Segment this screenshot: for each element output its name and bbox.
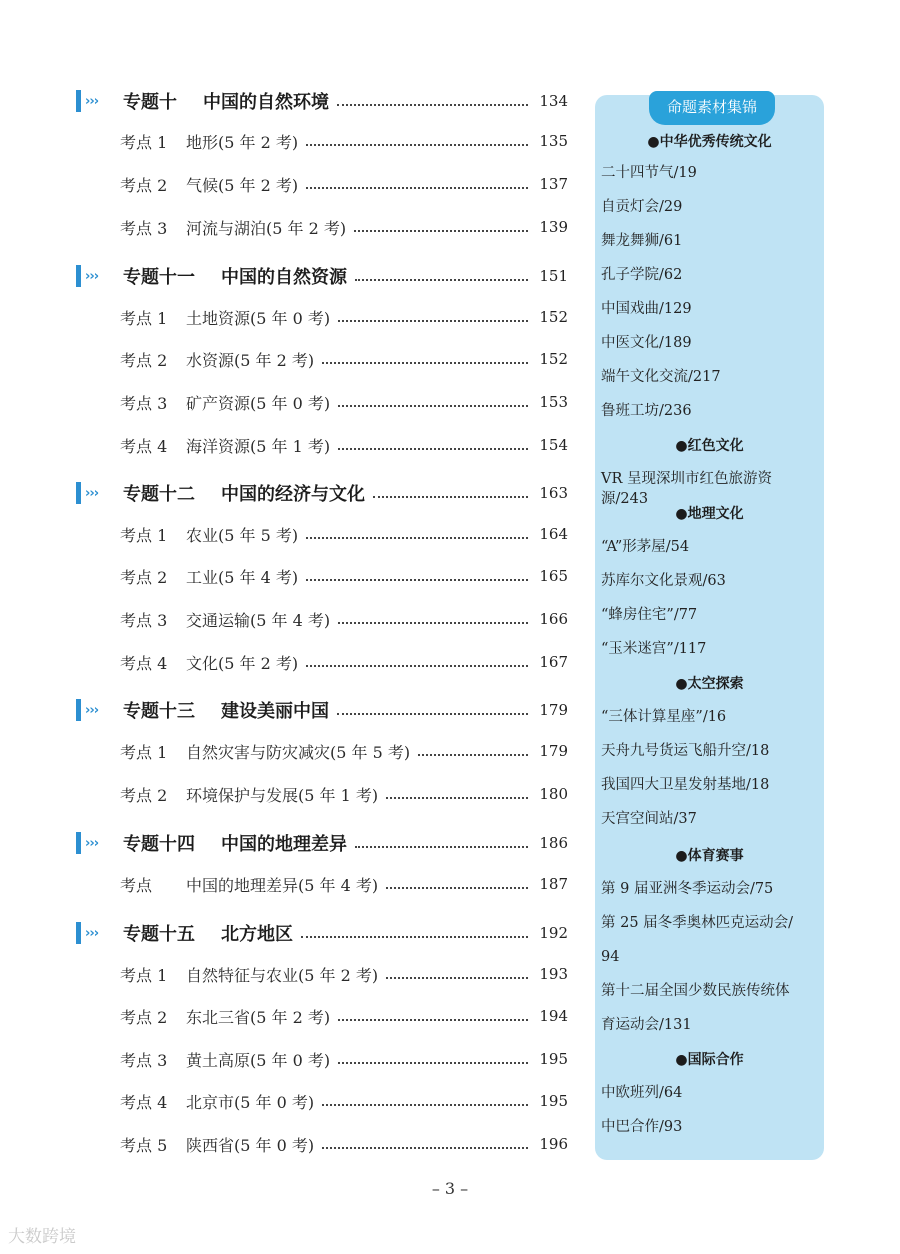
panel-item: “三体计算星座”/16 (601, 709, 727, 725)
panel-item: 中医文化/189 (601, 335, 692, 351)
topic-number: 专题十五 (123, 924, 195, 945)
triple-chevron-icon: ››› (85, 485, 99, 501)
panel-item: 育运动会/131 (601, 1017, 692, 1033)
panel-category: ●红色文化 (675, 438, 744, 454)
point-title: 矿产资源(5 年 0 考) (186, 393, 331, 413)
point-row (120, 1044, 568, 1074)
point-title: 工业(5 年 4 考) (186, 567, 299, 587)
page-ref: 195 (539, 1092, 568, 1110)
point-number: 考点 3 (120, 218, 168, 238)
dot-leader (338, 622, 528, 624)
page-ref: 137 (539, 175, 568, 193)
page-ref: 151 (539, 267, 568, 285)
page-ref: 179 (539, 742, 568, 760)
panel-item: 孔子学院/62 (601, 267, 683, 283)
topic-bar-icon (76, 832, 81, 854)
topic-bar-icon (76, 265, 81, 287)
page-ref: 166 (539, 610, 568, 628)
point-title: 地形(5 年 2 考) (186, 132, 299, 152)
topic-number: 专题十一 (123, 267, 195, 288)
panel-category: ●国际合作 (675, 1052, 744, 1068)
panel-item: VR 呈现深圳市红色旅游资源/243 (601, 471, 772, 507)
point-number: 考点 5 (120, 1135, 168, 1155)
panel-item: 苏库尔文化景观/63 (601, 573, 726, 589)
dot-leader (306, 144, 528, 146)
topic-row (76, 84, 568, 118)
dot-leader (338, 448, 528, 450)
point-title: 气候(5 年 2 考) (186, 175, 299, 195)
panel-item: 第十二届全国少数民族传统体 (601, 983, 790, 999)
dot-leader (301, 936, 528, 938)
point-title: 海洋资源(5 年 1 考) (186, 436, 331, 456)
point-title: 自然特征与农业(5 年 2 考) (186, 965, 379, 985)
triple-chevron-icon: ››› (85, 268, 99, 284)
point-number: 考点 4 (120, 1092, 168, 1112)
dot-leader (355, 846, 528, 848)
topic-number: 专题十 (123, 92, 177, 113)
page-ref: 165 (539, 567, 568, 585)
page-ref: 153 (539, 393, 568, 411)
panel-category: ●地理文化 (675, 506, 744, 522)
topic-row (76, 693, 568, 727)
page-ref: 186 (539, 834, 568, 852)
dot-leader (306, 579, 528, 581)
panel-item: 二十四节气/19 (601, 165, 697, 181)
page-ref: 167 (539, 653, 568, 671)
topic-bar-icon (76, 699, 81, 721)
page-ref: 135 (539, 132, 568, 150)
point-row (120, 169, 568, 199)
point-title: 北京市(5 年 0 考) (186, 1092, 315, 1112)
panel-item: 第 25 届冬季奥林匹克运动会/ (601, 915, 794, 931)
panel-item: 中国戏曲/129 (601, 301, 692, 317)
dot-leader (322, 1104, 528, 1106)
panel-item: 我国四大卫星发射基地/18 (601, 777, 770, 793)
point-title: 东北三省(5 年 2 考) (186, 1007, 331, 1027)
point-number: 考点 4 (120, 653, 168, 673)
point-row (120, 779, 568, 809)
page-ref: 193 (539, 965, 568, 983)
point-row (120, 126, 568, 156)
point-row (120, 212, 568, 242)
dot-leader (322, 1147, 528, 1149)
point-row (120, 344, 568, 374)
point-row (120, 736, 568, 766)
panel-item: “A”形茅屋/54 (601, 539, 690, 555)
point-row (120, 519, 568, 549)
watermark: 大数跨境 (8, 1227, 76, 1247)
dot-leader (418, 754, 528, 756)
dot-leader (354, 230, 528, 232)
triple-chevron-icon: ››› (85, 93, 99, 109)
topic-number: 专题十二 (123, 484, 195, 505)
panel-category: ●体育赛事 (675, 848, 744, 864)
panel-item: 自贡灯会/29 (601, 199, 683, 215)
point-row (120, 430, 568, 460)
point-row (120, 604, 568, 634)
panel-item: 天舟九号货运飞船升空/18 (601, 743, 770, 759)
dot-leader (337, 713, 528, 715)
page-ref: 195 (539, 1050, 568, 1068)
topic-title: 中国的地理差异 (221, 834, 347, 855)
dot-leader (338, 320, 528, 322)
point-title: 水资源(5 年 2 考) (186, 350, 315, 370)
point-title: 土地资源(5 年 0 考) (186, 308, 331, 328)
dot-leader (386, 887, 528, 889)
point-number: 考点 2 (120, 175, 168, 195)
dot-leader (338, 405, 528, 407)
point-row (120, 387, 568, 417)
page-ref: 180 (539, 785, 568, 803)
page-ref: 164 (539, 525, 568, 543)
panel-item: 第 9 届亚洲冬季运动会/75 (601, 881, 774, 897)
point-number: 考点 2 (120, 785, 168, 805)
page-ref: 154 (539, 436, 568, 454)
point-title: 交通运输(5 年 4 考) (186, 610, 331, 630)
dot-leader (386, 797, 528, 799)
point-title: 农业(5 年 5 考) (186, 525, 299, 545)
page-ref: 139 (539, 218, 568, 236)
dot-leader (355, 279, 528, 281)
dot-leader (306, 665, 528, 667)
panel-item: 中巴合作/93 (601, 1119, 683, 1135)
point-title: 文化(5 年 2 考) (186, 653, 299, 673)
point-row (120, 1129, 568, 1159)
panel-item: 天宫空间站/37 (601, 811, 697, 827)
page-ref: 152 (539, 350, 568, 368)
topic-number: 专题十三 (123, 701, 195, 722)
point-number: 考点 2 (120, 567, 168, 587)
point-row (120, 302, 568, 332)
dot-leader (373, 496, 528, 498)
dot-leader (306, 537, 528, 539)
panel-item: 94 (601, 949, 620, 965)
dot-leader (322, 362, 528, 364)
topic-bar-icon (76, 90, 81, 112)
point-title: 中国的地理差异(5 年 4 考) (186, 875, 379, 895)
page-ref: 179 (539, 701, 568, 719)
topic-bar-icon (76, 922, 81, 944)
point-number: 考点 3 (120, 1050, 168, 1070)
dot-leader (338, 1062, 528, 1064)
point-number: 考点 (120, 875, 153, 895)
topic-row (76, 259, 568, 293)
point-number: 考点 1 (120, 742, 168, 762)
triple-chevron-icon: ››› (85, 835, 99, 851)
panel-item: “蜂房住宅”/77 (601, 607, 698, 623)
panel-item: “玉米迷宫”/117 (601, 641, 707, 657)
topic-title: 中国的经济与文化 (221, 484, 365, 505)
page-ref: 196 (539, 1135, 568, 1153)
point-number: 考点 1 (120, 965, 168, 985)
panel-item: 端午文化交流/217 (601, 369, 721, 385)
topic-row (76, 916, 568, 950)
point-number: 考点 4 (120, 436, 168, 456)
dot-leader (338, 1019, 528, 1021)
point-number: 考点 2 (120, 350, 168, 370)
dot-leader (306, 187, 528, 189)
topic-bar-icon (76, 482, 81, 504)
topic-title: 中国的自然资源 (221, 267, 347, 288)
point-title: 黄土高原(5 年 0 考) (186, 1050, 331, 1070)
topic-number: 专题十四 (123, 834, 195, 855)
panel-category: ●太空探索 (675, 676, 744, 692)
point-title: 环境保护与发展(5 年 1 考) (186, 785, 379, 805)
point-number: 考点 1 (120, 308, 168, 328)
point-title: 自然灾害与防灾减灾(5 年 5 考) (186, 742, 411, 762)
triple-chevron-icon: ››› (85, 702, 99, 718)
dot-leader (337, 104, 528, 106)
panel-category: ●中华优秀传统文化 (647, 134, 772, 150)
page-ref: 194 (539, 1007, 568, 1025)
panel-item: 舞龙舞狮/61 (601, 233, 683, 249)
panel-item: 中欧班列/64 (601, 1085, 683, 1101)
point-number: 考点 2 (120, 1007, 168, 1027)
topic-title: 建设美丽中国 (221, 701, 329, 722)
point-row (120, 1086, 568, 1116)
point-row (120, 869, 568, 899)
page-ref: 187 (539, 875, 568, 893)
page-ref: 134 (539, 92, 568, 110)
point-number: 考点 1 (120, 132, 168, 152)
point-number: 考点 1 (120, 525, 168, 545)
topic-row (76, 476, 568, 510)
point-row (120, 1001, 568, 1031)
panel-banner: 命题素材集锦 (649, 91, 775, 125)
point-title: 河流与湖泊(5 年 2 考) (186, 218, 347, 238)
triple-chevron-icon: ››› (85, 925, 99, 941)
topic-title: 中国的自然环境 (203, 92, 329, 113)
dot-leader (386, 977, 528, 979)
topic-row (76, 826, 568, 860)
page-ref: 192 (539, 924, 568, 942)
point-row (120, 959, 568, 989)
point-title: 陕西省(5 年 0 考) (186, 1135, 315, 1155)
page-number: – 3 – (431, 1179, 469, 1198)
topic-title: 北方地区 (221, 924, 293, 945)
point-row (120, 647, 568, 677)
material-panel (595, 95, 824, 1160)
point-row (120, 561, 568, 591)
page-ref: 152 (539, 308, 568, 326)
panel-item: 鲁班工坊/236 (601, 403, 692, 419)
point-number: 考点 3 (120, 610, 168, 630)
point-number: 考点 3 (120, 393, 168, 413)
page-ref: 163 (539, 484, 568, 502)
